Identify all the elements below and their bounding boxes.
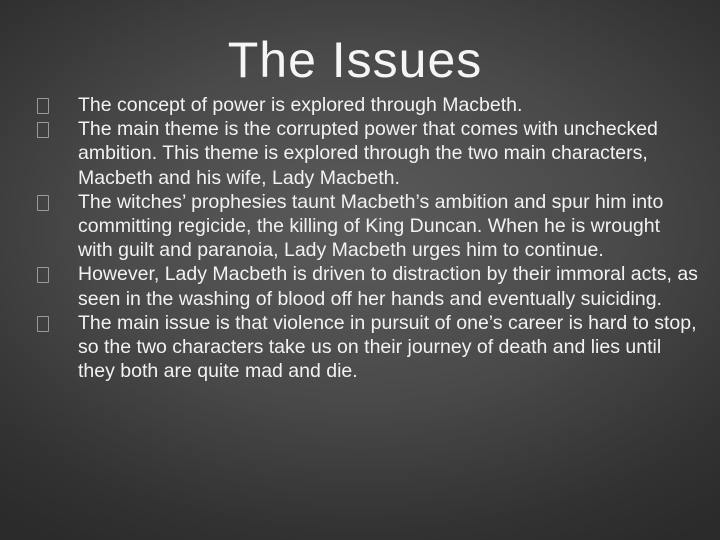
bullet-marker: [0, 312, 78, 336]
empty-box-icon: [37, 267, 49, 283]
bullet-text: The main issue is that violence in pursuit of one’s career is hard to stop, so the two characters take us on their journey of death and lies until they both are quite mad and die.: [78, 311, 697, 383]
bullet-item: [78, 262, 698, 310]
bullet-text: The witches’ prophesies taunt Macbeth’s ambition and spur him into committing regicide, the killing of King Duncan. When he is wrought with guilt and paranoia, Lady Macbeth urges him to continue.: [78, 190, 664, 262]
bullet-item: [78, 190, 698, 263]
bullet-marker: [0, 191, 78, 215]
empty-box-icon: [37, 195, 49, 211]
bullet-text: The main theme is the corrupted power that comes with unchecked ambition. This theme is explored through the two main characters, Macbeth and his wife, Lady Macbeth.: [78, 118, 658, 189]
bullet-marker: [0, 118, 78, 142]
bullet-item: [78, 117, 698, 190]
bullet-list: [78, 93, 698, 383]
bullet-item: [78, 93, 698, 117]
bullet-text: However, Lady Macbeth is driven to distraction by their immoral acts, as seen in the washing of blood off her hands and eventually suiciding.: [78, 263, 698, 310]
empty-box-icon: [37, 98, 49, 114]
empty-box-icon: [37, 316, 49, 332]
bullet-text: The concept of power is explored through Macbeth.: [78, 94, 523, 116]
bullet-marker: [0, 94, 78, 118]
empty-box-icon: [37, 122, 49, 138]
bullet-marker: [0, 263, 78, 287]
bullet-item: [78, 311, 698, 384]
slide-title: The Issues: [227, 32, 483, 88]
